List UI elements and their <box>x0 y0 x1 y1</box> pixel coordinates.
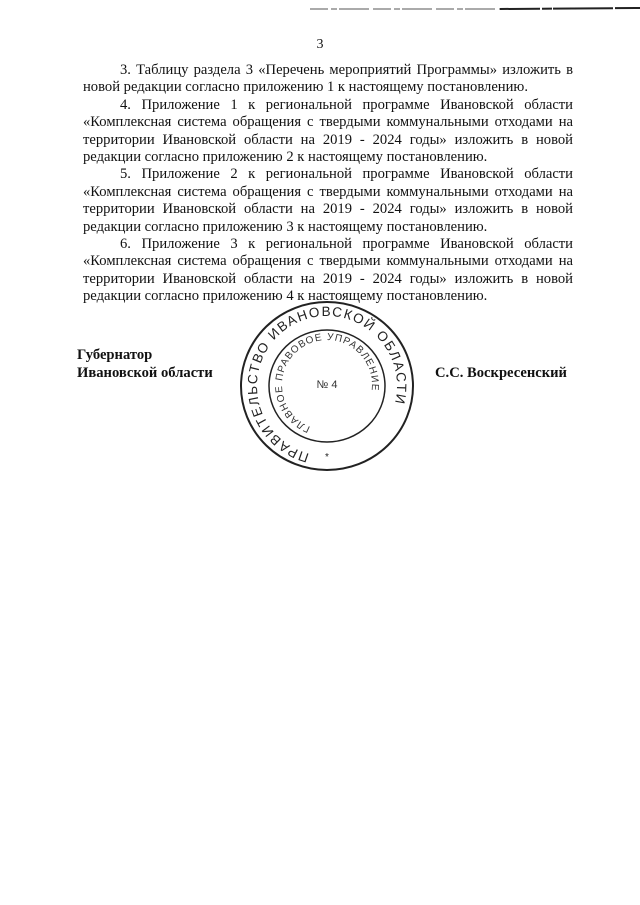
document-body <box>83 62 573 306</box>
seal-center-text: № 4 <box>316 379 338 391</box>
page-number: 3 <box>316 37 324 52</box>
seal-inner-text: ГЛАВНОЕ ПРАВОВОЕ УПРАВЛЕНИЕ <box>273 331 381 435</box>
paragraph-5: 5. Приложение 2 к региональной программе Ивановской области «Комплексная система обращения с твердыми коммунальными отходами на территории Ивановской области на 2019 - 2024 годы» изложить в новой редакции согласно приложению 3 к настоящему постановлению. <box>83 166 573 235</box>
seal-outer-text: ПРАВИТЕЛЬСТВО ИВАНОВСКОЙ ОБЛАСТИ <box>244 303 410 466</box>
signatory-title <box>77 347 213 382</box>
signatory-title-line-1: Губернатор <box>77 347 153 363</box>
seal-star-icon: * <box>325 452 329 463</box>
paragraph-3: 3. Таблицу раздела 3 «Перечень мероприятий Программы» изложить в новой редакции согласно приложению 1 к настоящему постановлению. <box>83 62 573 96</box>
scan-edge-artifact <box>0 4 640 16</box>
signatory-title-line-2: Ивановской области <box>77 364 213 381</box>
paragraph-4: 4. Приложение 1 к региональной программе Ивановской области «Комплексная система обращения с твердыми коммунальными отходами на территории Ивановской области на 2019 - 2024 годы» изложить в новой редакции согласно приложению 2 к настоящему постановлению. <box>83 96 573 166</box>
official-seal <box>232 298 422 474</box>
signatory-name: С.С. Воскресенский <box>435 365 567 381</box>
paragraph-6: 6. Приложение 3 к региональной программе Ивановской области «Комплексная система обращения с твердыми коммунальными отходами на территории Ивановской области на 2019 - 2024 годы» изложить в новой редакции согласно приложению 4 к настоящему постановлению. <box>83 236 573 305</box>
